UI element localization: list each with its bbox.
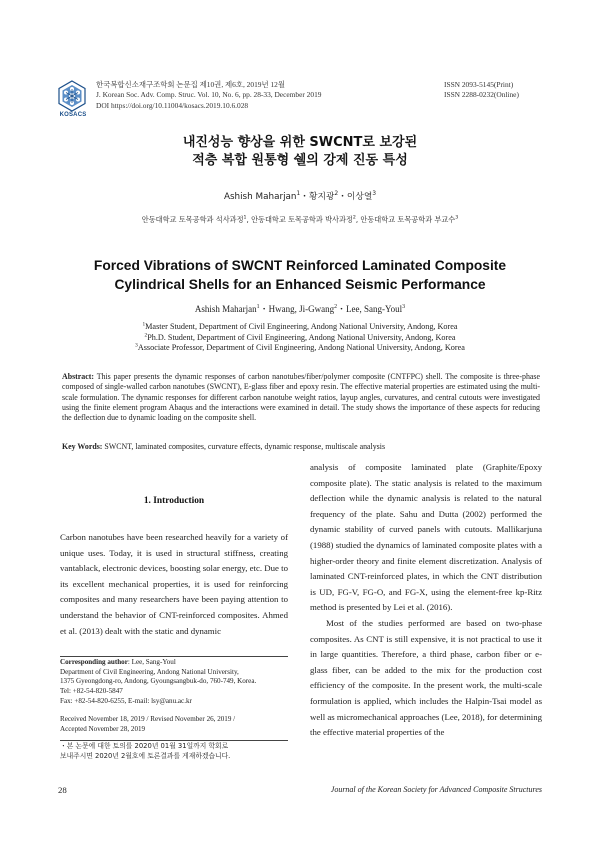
korean-title <box>0 134 600 170</box>
keywords-text: SWCNT, laminated composites, curvature effects, dynamic response, multiscale analysis <box>104 442 386 451</box>
en-author-2: Hwang, Ji-Gwang <box>268 304 335 314</box>
logo-label: KOSACS <box>59 112 87 118</box>
en-affil-2-sup: 2 <box>144 331 148 338</box>
intro-left-paragraph: Carbon nanotubes have been researched heavily for a variety of unique uses. Today, it is used in structural stiffness, creating vantablack, electronic devices, boosting solar energy, etc. Due to its excellent mechanical properties, it is used for reinforcing composites and many researchers have been paying attention to understand the behavior of CNT-reinforced composites. Ahmed et al. (2013) dealt with the static and dynamic <box>60 532 288 636</box>
en-sep-1: ・ <box>259 304 269 314</box>
corresponding-label: Corresponding author <box>60 658 128 666</box>
journal-header <box>56 80 556 122</box>
footnote-divider <box>60 656 288 657</box>
korean-authors <box>0 189 600 202</box>
en-author-2-sup: 2 <box>334 304 338 310</box>
en-affil-3-sup: 3 <box>135 342 138 349</box>
page-number: 28 <box>58 785 67 795</box>
en-affil-3-line <box>0 343 600 354</box>
dates-line1: Received November 18, 2019 / Revised November 26, 2019 / <box>60 715 236 723</box>
journal-en: J. Korean Soc. Adv. Comp. Struc. Vol. 10, No. 6, pp. 28-33, December 2019 <box>96 90 322 100</box>
en-affil-1-line <box>0 322 600 333</box>
keywords-label: Key Words: <box>62 442 103 451</box>
en-sep-2: ・ <box>337 304 347 314</box>
abstract <box>62 372 540 423</box>
corresponding-author <box>60 658 292 707</box>
english-title <box>0 256 600 294</box>
abstract-label: Abstract: <box>62 372 94 381</box>
en-author-1-sup: 1 <box>256 304 260 310</box>
korean-title-line1: 내진성능 향상을 위한 SWCNT로 보강된 <box>182 135 418 150</box>
corresponding-line <box>60 658 292 668</box>
issn-online: ISSN 2288-0232(Online) <box>444 90 519 99</box>
en-author-3-sup: 3 <box>402 304 406 310</box>
corresponding-tel: Tel: +82-54-820-5847 <box>60 687 123 696</box>
footer-journal-name: Journal of the Korean Society for Advanced Composite Structures <box>330 785 542 794</box>
notice-divider <box>60 740 288 741</box>
kr-affil-sep-1: , <box>246 215 252 224</box>
notice-line1: ・본 논문에 대한 토의를 2020년 01월 31일까지 학회로 <box>60 742 229 750</box>
en-affil-2-line <box>0 333 600 344</box>
journal-info <box>96 80 321 111</box>
kr-affil-2-sup: 2 <box>352 215 356 221</box>
en-author-3: Lee, Sang-Youl <box>346 304 403 314</box>
english-title-line2: Cylindrical Shells for an Enhanced Seismic Performance <box>114 277 486 292</box>
kr-affil-3-sup: 3 <box>455 215 459 221</box>
english-affiliations <box>0 322 600 354</box>
dates-line2: Accepted November 28, 2019 <box>60 724 146 733</box>
en-affil-2: Ph.D. Student, Department of Civil Engineering, Andong National University, Andong, Korea <box>147 332 456 342</box>
en-affil-1: Master Student, Department of Civil Engineering, Andong National University, Andong, Korea <box>145 322 458 331</box>
discussion-notice <box>60 742 292 762</box>
corresponding-name: : Lee, Sang-Youl <box>127 658 176 666</box>
en-author-1: Ashish Maharjan <box>194 304 257 314</box>
journal-kr: 한국복합신소재구조학회 논문집 제10권, 제6호, 2019년 12월 <box>96 80 285 89</box>
corresponding-address-2: 1375 Gyeongdong-ro, Andong, Gyoungsangbuk-do, 760-749, Korea. <box>60 677 257 686</box>
kr-author-1-sup: 1 <box>296 191 301 198</box>
kosacs-logo-icon <box>56 80 88 112</box>
submission-dates <box>60 715 292 734</box>
english-authors <box>0 302 600 315</box>
kr-affil-1: 안동대학교 토목공학과 석사과정 <box>141 215 244 224</box>
corresponding-address-1: Department of Civil Engineering, Andong National University, <box>60 667 239 676</box>
kr-sep-1: ・ <box>300 192 309 202</box>
english-title-line1: Forced Vibrations of SWCNT Reinforced Laminated Composite <box>93 258 507 273</box>
right-column <box>310 460 542 741</box>
kr-sep-2: ・ <box>338 192 347 202</box>
en-affil-3: Associate Professor, Department of Civil Engineering, Andong National University, Andong, Korea <box>137 343 465 353</box>
doi-link[interactable]: DOI https://doi.org/10.11004/kosacs.2019.10.6.028 <box>96 100 249 110</box>
section-heading-introduction: 1. Introduction <box>143 496 205 506</box>
kr-affil-sep-2: , <box>355 215 361 224</box>
kr-author-2-sup: 2 <box>334 191 339 198</box>
issn-print: ISSN 2093-5145(Print) <box>444 80 514 89</box>
left-column <box>60 530 288 639</box>
corresponding-fax-email: Fax: +82-54-820-6255, E-mail: lsy@anu.ac.kr <box>60 696 192 705</box>
intro-right-paragraph-1: analysis of composite laminated plate (Graphite/Epoxy composite plate). The static analysis is related to the maximum deflection while the dynamic analysis is related to the natural frequency of the plate. Sahu and Dutta (2002) performed the dynamic stability of curved panels with cutouts. Mallikarjuna (1988) studied the dynamics of laminated composite plates with a higher-order theory and finite element discretization. Analysis of laminated CNT-reinforced plates, in which the CNT distribution is UD, FG-V, FG-O, and FG-X, using the element-free kp-Ritz method is presented by Lei et al. (2016). <box>310 462 542 613</box>
kosacs-logo <box>56 80 88 120</box>
kr-affil-3: 안동대학교 토목공학과 부교수 <box>360 215 456 224</box>
kr-author-3-sup: 3 <box>372 191 377 198</box>
kr-affil-2: 안동대학교 토목공학과 박사과정 <box>251 215 353 224</box>
kr-author-1: Ashish Maharjan <box>223 192 297 202</box>
kr-affil-1-sup: 1 <box>243 215 247 221</box>
korean-title-line2: 적층 복합 원통형 쉘의 강제 진동 특성 <box>192 153 408 168</box>
keywords <box>62 442 540 452</box>
kr-author-2: 황지광 <box>308 192 335 202</box>
notice-line2: 보내주시면 2020년 2월호에 토론결과를 게재하겠습니다. <box>60 751 231 760</box>
issn-block <box>444 80 554 100</box>
abstract-text: This paper presents the dynamic responses of carbon nanotubes/fiber/polymer composite (CNTFPC) shell. The composite is three-phase composed of single-walled carbon nanotubes (SWCNT), E-glass fiber and epoxy resin. The effective material properties are estimated using the multi-scale formulation. The dynamic responses for different carbon nanotube weight ratios, layup angles, curvatures, and central cutouts were investigated using the finite element program Abaqus and the interactions were examined in detail. The study shows the importance of these aspects for reducing the deflection due to dynamic loading on the composite shell. <box>62 372 540 423</box>
en-affil-1-sup: 1 <box>142 321 146 328</box>
intro-right-paragraph-2: Most of the studies performed are based on two-phase composites. As CNT is still expensive, it is not practical to use it in large quantities. Therefore, a third phase, carbon fiber or e-glass fiber, can be added to the mix for the production cost efficiency of the composite. In the present work, the multi-scale formulation is applied, which includes the Halpin-Tsai model as well as micromechanical approaches (Lee, 2018), for determining the effective material properties of the <box>310 617 542 738</box>
kr-author-3: 이상열 <box>346 192 373 202</box>
korean-affiliations <box>0 215 600 225</box>
